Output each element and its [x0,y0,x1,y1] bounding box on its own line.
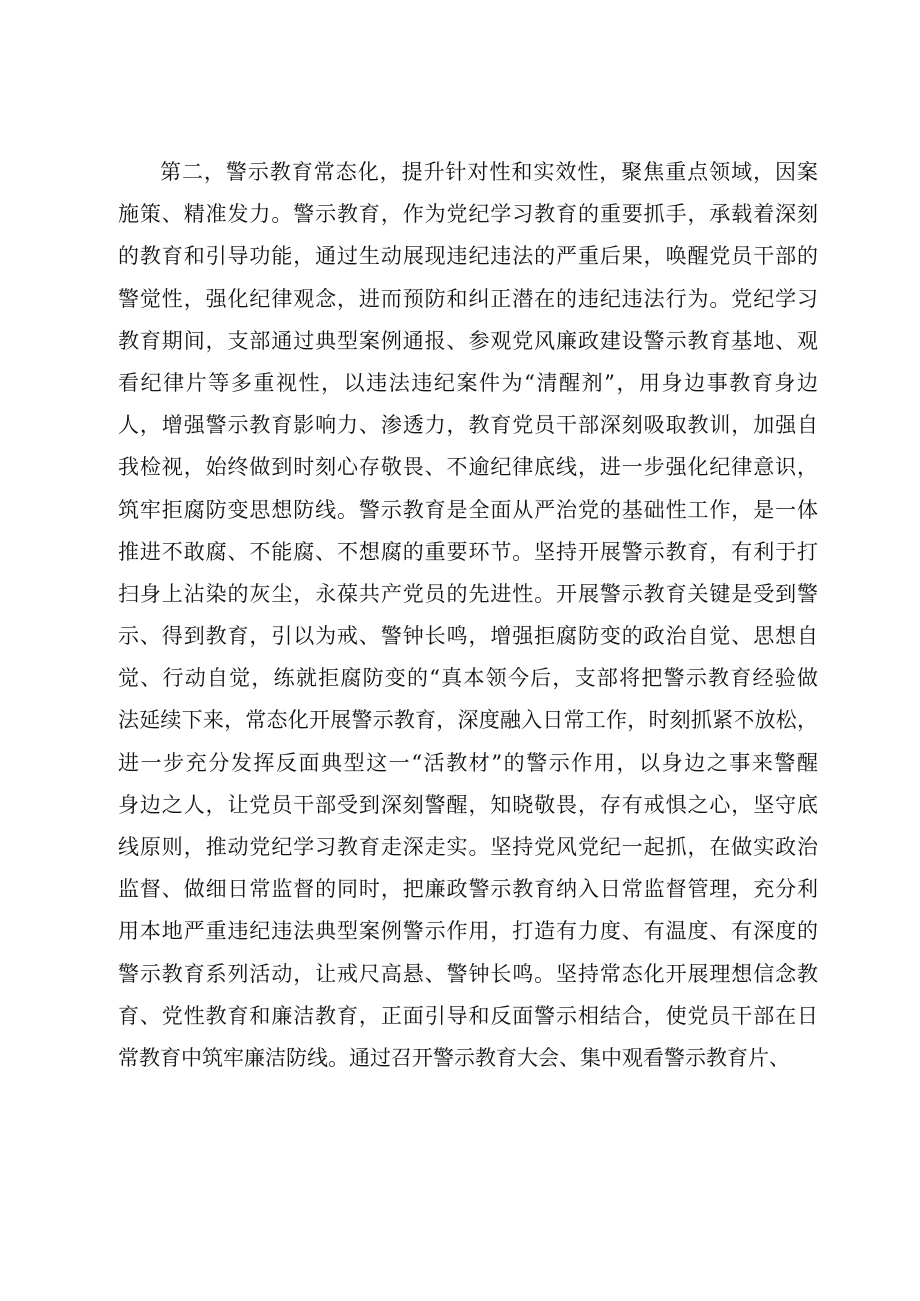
paragraph-line: 推进不敢腐、不能腐、不想腐的重要环节。坚持开展警示教育，有利于打 [118,539,818,564]
paragraph-line: 育、党性教育和廉洁教育，正面引导和反面警示相结合，使党员干部在日 [118,1003,818,1028]
paragraph-line: 警示教育系列活动，让戒尺高悬、警钟长鸣。坚持常态化开展理想信念教 [118,961,818,986]
paragraph-line: 线原则，推动党纪学习教育走深走实。坚持党风党纪一起抓，在做实政治 [118,835,818,859]
body-paragraph [118,160,818,1088]
paragraph-line: 施策、精准发力。警示教育，作为党纪学习教育的重要抓手，承载着深刻 [118,202,818,227]
paragraph-line: 用本地严重违纪违法典型案例警示作用，打造有力度、有温度、有深度的 [118,919,818,944]
paragraph-line: 警觉性，强化纪律观念，进而预防和纠正潜在的违纪违法行为。党纪学习 [118,286,818,311]
paragraph-line: 筑牢拒腐防变思想防线。警示教育是全面从严治党的基础性工作，是一体 [118,497,818,522]
paragraph-line: 监督、做细日常监督的同时，把廉政警示教育纳入日常监督管理，充分利 [118,877,818,902]
paragraph-line: 看纪律片等多重视性，以违法违纪案件为“清醒剂”，用身边事教育身边 [118,370,818,395]
paragraph-line: 的教育和引导功能，通过生动展现违纪违法的严重后果，唤醒党员干部的 [118,244,818,269]
paragraph-line: 示、得到教育，引以为戒、警钟长鸣，增强拒腐防变的政治自觉、思想自 [118,624,818,649]
paragraph-line: 扫身上沾染的灰尘，永葆共产党员的先进性。开展警示教育关键是受到警 [118,581,818,606]
paragraph-line: 身边之人，让党员干部受到深刻警醒，知晓敬畏，存有戒惧之心，坚守底 [118,792,818,817]
paragraph-line: 进一步充分发挥反面典型这一“活教材”的警示作用，以身边之事来警醒 [118,750,818,775]
paragraph-line: 觉、行动自觉，练就拒腐防变的“真本领今后，支部将把警示教育经验做 [118,666,818,691]
paragraph-line: 第二，警示教育常态化，提升针对性和实效性，聚焦重点领域，因案 [160,160,818,184]
paragraph-line: 法延续下来，常态化开展警示教育，深度融入日常工作，时刻抓紧不放松， [118,708,818,733]
paragraph-line: 我检视，始终做到时刻心存敬畏、不逾纪律底线，进一步强化纪律意识， [118,455,818,480]
paragraph-line: 人，增强警示教育影响力、渗透力，教育党员干部深刻吸取教训，加强自 [118,413,818,438]
paragraph-line: 教育期间，支部通过典型案例通报、参观党风廉政建设警示教育基地、观 [118,328,818,353]
paragraph-line: 常教育中筑牢廉洁防线。通过召开警示教育大会、集中观看警示教育片、 [118,1045,790,1070]
